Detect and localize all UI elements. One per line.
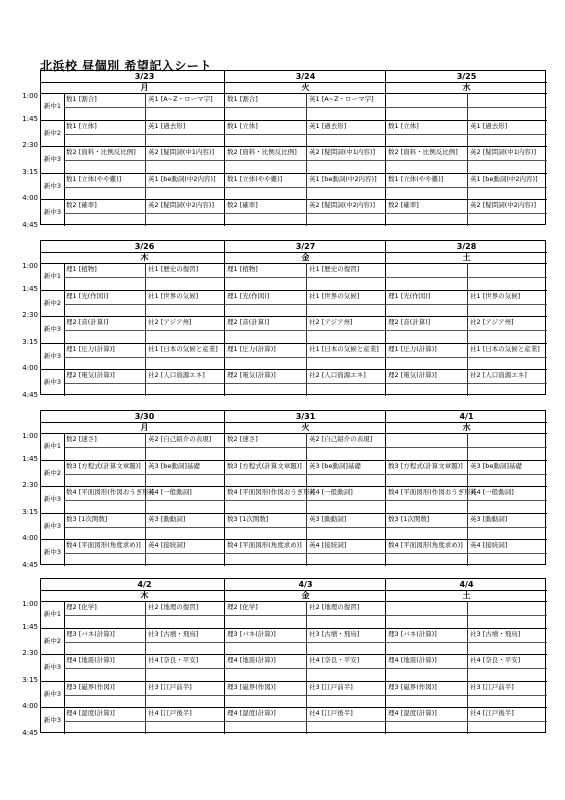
row-divider — [41, 173, 547, 174]
day-date: 4/1 — [459, 412, 474, 421]
col-subdivider — [467, 601, 468, 734]
time-label: 1:00 — [22, 432, 38, 440]
day-date: 3/24 — [295, 72, 316, 81]
col-subdivider — [306, 93, 307, 226]
time-label: 1:00 — [22, 262, 38, 270]
class-option[interactable]: 数4 [平面図形(作図おうぎ形)] — [66, 488, 154, 496]
row-divider — [41, 120, 547, 121]
class-option[interactable]: 英3 [be動詞]基礎 — [148, 461, 200, 470]
class-option[interactable]: 英2 [自己紹介の表現] — [148, 435, 212, 443]
grade-label: 新中3 — [43, 716, 62, 724]
grade-label: 新中3 — [43, 351, 62, 360]
class-option[interactable]: 社3 [古墳・飛鳥] — [309, 629, 360, 638]
day-weekday: 木 — [140, 591, 149, 600]
class-option[interactable]: 理4 [地震(計算)] — [66, 656, 115, 664]
class-option[interactable]: 英1 [be動詞(中2内容)] — [148, 174, 216, 183]
schedule-grid — [40, 70, 546, 225]
grade-label: 新中3 — [43, 663, 62, 671]
day-date: 3/31 — [295, 412, 316, 421]
time-label: 2:30 — [22, 481, 38, 489]
row-divider — [41, 654, 547, 655]
class-option[interactable]: 社2 [地理の復習] — [309, 603, 360, 611]
time-label: 1:00 — [22, 92, 38, 100]
class-option[interactable]: 数1 [立体] — [227, 121, 258, 130]
class-option[interactable]: 社4 [奈良・平安] — [470, 656, 521, 664]
class-option[interactable]: 数3 [1次関数] — [388, 514, 430, 523]
day-date: 3/27 — [295, 242, 316, 251]
class-option[interactable]: 数2 [確率] — [388, 201, 419, 209]
class-option[interactable]: 英1 [過去形] — [309, 121, 347, 130]
class-option[interactable]: 数1 [立体(やや難)] — [388, 174, 444, 183]
class-option[interactable]: 数1 [割合] — [227, 95, 258, 103]
class-option[interactable]: 理3 [磁界(作図)] — [388, 682, 437, 691]
header-divider — [41, 263, 547, 264]
class-option[interactable]: 社3 [江戸前半] — [148, 682, 192, 691]
class-option[interactable]: 社2 [アジア州] — [309, 318, 353, 326]
col-subdivider — [145, 93, 146, 226]
class-option[interactable]: 理1 [圧力(計算)] — [66, 344, 115, 353]
class-option[interactable]: 英1 [be動詞(中2内容)] — [309, 174, 377, 183]
class-option[interactable]: 理3 [バネ(計算)] — [66, 629, 115, 638]
day-date: 4/3 — [298, 580, 313, 589]
row-divider — [41, 290, 547, 291]
class-option[interactable]: 社1 [歴史の復習] — [309, 265, 360, 273]
class-option[interactable]: 社1 [日本の気候と産業] — [148, 344, 218, 353]
grade-label: 新中1 — [43, 102, 62, 110]
header-divider — [41, 93, 547, 94]
row-divider — [41, 707, 547, 708]
time-label: 3:15 — [22, 675, 38, 684]
class-option[interactable]: 英4 [一般動詞] — [309, 488, 353, 496]
class-option[interactable]: 社4 [奈良・平安] — [309, 656, 360, 664]
time-label: 3:15 — [22, 507, 38, 516]
class-option[interactable]: 社4 [江戸後半] — [470, 709, 514, 717]
grade-label: 新中3 — [43, 548, 62, 556]
class-option[interactable]: 数3 [1次関数] — [66, 514, 108, 523]
class-option[interactable]: 英2 [自己紹介の表現] — [309, 435, 373, 443]
class-option[interactable]: 数4 [平面図形(作図おうぎ形)] — [388, 488, 476, 496]
class-option[interactable]: 英2 [疑問詞(中2内容)] — [309, 201, 375, 209]
time-column — [0, 70, 40, 229]
day-weekday: 金 — [301, 591, 310, 600]
time-label: 3:15 — [22, 337, 38, 346]
row-divider — [41, 343, 547, 344]
class-option[interactable]: 数2 [確率] — [66, 201, 97, 209]
time-label: 2:30 — [22, 311, 38, 319]
class-option[interactable]: 理4 [湿度(計算)] — [227, 709, 276, 717]
col-subdivider — [467, 263, 468, 396]
class-option[interactable]: 数4 [平面図形(作図おうぎ形)] — [227, 488, 315, 496]
day-date: 3/26 — [134, 242, 155, 251]
grade-label: 新中3 — [43, 208, 62, 216]
schedule-grid — [40, 410, 546, 565]
grade-label: 新中1 — [43, 272, 62, 280]
class-option[interactable]: 理3 [磁界(作図)] — [66, 682, 115, 691]
day-date: 4/4 — [459, 580, 474, 589]
class-option[interactable]: 英2 [疑問詞(中2内容)] — [148, 201, 214, 209]
time-label: 4:45 — [22, 220, 38, 229]
class-option[interactable]: 英4 [接続詞] — [148, 541, 186, 549]
class-option[interactable]: 社3 [江戸前半] — [309, 682, 353, 691]
schedule-grid — [40, 240, 546, 395]
grade-label: 新中2 — [43, 298, 62, 307]
class-option[interactable]: 英1 [過去形] — [470, 121, 508, 130]
grade-label: 新中3 — [43, 181, 62, 190]
grade-label: 新中3 — [43, 495, 62, 503]
day-weekday: 火 — [301, 83, 310, 92]
class-option[interactable]: 社1 [日本の気候と産業] — [309, 344, 379, 353]
time-label: 1:00 — [22, 600, 38, 608]
class-option[interactable]: 理2 [電気(計算)] — [388, 371, 437, 379]
day-weekday: 月 — [140, 423, 149, 432]
time-label: 4:45 — [22, 560, 38, 569]
time-label: 4:45 — [22, 390, 38, 399]
day-weekday: 月 — [140, 83, 149, 92]
grade-label: 新中1 — [43, 442, 62, 450]
class-option[interactable]: 数1 [立体(やや難)] — [66, 174, 122, 183]
col-subdivider — [306, 263, 307, 396]
class-option[interactable]: 社1 [日本の気候と産業] — [470, 344, 540, 353]
grade-label: 新中3 — [43, 155, 62, 163]
class-option[interactable]: 数4 [平面図形(角度求め)] — [227, 541, 302, 549]
class-option[interactable]: 英2 [疑問詞(中1内容)] — [148, 148, 214, 156]
time-label: 4:00 — [22, 702, 38, 710]
day-date: 3/25 — [456, 72, 477, 81]
class-option[interactable]: 社3 [江戸前半] — [470, 682, 514, 691]
class-option[interactable]: 理4 [地震(計算)] — [388, 656, 437, 664]
class-option[interactable]: 数2 [資料・比例反比例] — [388, 148, 458, 156]
day-date: 4/2 — [137, 580, 152, 589]
class-option[interactable]: 社2 [人口資源エネ] — [309, 371, 366, 379]
class-option[interactable]: 英3 [動動詞] — [470, 514, 508, 523]
class-option[interactable]: 英3 [動動詞] — [309, 514, 347, 523]
week-block — [0, 410, 565, 569]
schedule-grid — [40, 578, 546, 733]
class-option[interactable]: 数2 [資料・比例反比例] — [66, 148, 136, 156]
day-weekday: 水 — [462, 83, 471, 92]
day-weekday: 火 — [301, 423, 310, 432]
time-label: 1:45 — [22, 114, 38, 123]
class-option[interactable]: 社1 [世界の気候] — [148, 291, 199, 300]
class-option[interactable]: 英3 [be動詞]基礎 — [309, 461, 361, 470]
class-option[interactable]: 理2 [電気(計算)] — [227, 371, 276, 379]
header-divider — [41, 433, 547, 434]
time-label: 2:30 — [22, 649, 38, 657]
col-subdivider — [306, 433, 307, 566]
col-subdivider — [467, 433, 468, 566]
time-label: 3:15 — [22, 167, 38, 176]
grade-label: 新中3 — [43, 325, 62, 333]
col-subdivider — [145, 601, 146, 734]
class-option[interactable]: 理3 [バネ(計算)] — [388, 629, 437, 638]
row-divider — [41, 486, 547, 487]
time-label: 4:00 — [22, 534, 38, 542]
row-divider — [41, 681, 547, 682]
row-divider — [41, 513, 547, 514]
grade-label: 新中3 — [43, 689, 62, 698]
class-option[interactable]: 数3 [1次関数] — [227, 514, 269, 523]
class-option[interactable]: 理2 [化学] — [66, 603, 97, 611]
row-divider — [41, 369, 547, 370]
class-option[interactable]: 英1 [過去形] — [148, 121, 186, 130]
class-option[interactable]: 英4 [接続詞] — [470, 541, 508, 549]
day-date: 3/30 — [134, 412, 155, 421]
row-divider — [41, 460, 547, 461]
class-option[interactable]: 社2 [人口資源エネ] — [148, 371, 205, 379]
class-option[interactable]: 社4 [江戸後半] — [148, 709, 192, 717]
class-option[interactable]: 社2 [地理の復習] — [148, 603, 199, 611]
class-option[interactable]: 数4 [平面図形(角度求め)] — [388, 541, 463, 549]
day-date: 3/28 — [456, 242, 477, 251]
time-column — [0, 578, 40, 737]
class-option[interactable]: 理3 [バネ(計算)] — [227, 629, 276, 638]
time-label: 1:45 — [22, 622, 38, 631]
class-option[interactable]: 数4 [平面図形(角度求め)] — [66, 541, 141, 549]
class-option[interactable]: 理1 [光(作図)] — [388, 291, 431, 300]
class-option[interactable]: 数1 [立体] — [66, 121, 97, 130]
time-label: 1:45 — [22, 284, 38, 293]
class-option[interactable]: 英2 [疑問詞(中2内容)] — [470, 201, 536, 209]
class-option[interactable]: 理1 [圧力(計算)] — [227, 344, 276, 353]
header-divider — [41, 601, 547, 602]
time-label: 4:00 — [22, 194, 38, 202]
grade-label: 新中2 — [43, 468, 62, 477]
class-option[interactable]: 社1 [歴史の復習] — [148, 265, 199, 273]
class-option[interactable]: 英3 [be動詞]基礎 — [470, 461, 522, 470]
grade-label: 新中3 — [43, 378, 62, 386]
class-option[interactable]: 英1 [A~Z・ローマ字] — [148, 95, 213, 103]
class-option[interactable]: 理1 [圧力(計算)] — [388, 344, 437, 353]
class-option[interactable]: 理1 [光(作図)] — [227, 291, 270, 300]
time-label: 1:45 — [22, 454, 38, 463]
row-divider — [41, 316, 547, 317]
class-option[interactable]: 数2 [速さ] — [227, 435, 258, 443]
col-subdivider — [145, 263, 146, 396]
time-label: 4:00 — [22, 364, 38, 372]
class-option[interactable]: 社1 [世界の気候] — [470, 291, 521, 300]
class-option[interactable]: 社2 [アジア州] — [470, 318, 514, 326]
row-divider — [41, 199, 547, 200]
page-title: 北浜校 昼個別 希望記入シート — [40, 59, 212, 73]
class-option[interactable]: 社2 [アジア州] — [148, 318, 192, 326]
class-option[interactable]: 理3 [磁界(作図)] — [227, 682, 276, 691]
day-weekday: 木 — [140, 253, 149, 262]
class-option[interactable]: 社3 [古墳・飛鳥] — [148, 629, 199, 638]
row-divider — [41, 146, 547, 147]
class-option[interactable]: 理2 [音(計算)] — [227, 318, 270, 326]
class-option[interactable]: 英1 [A~Z・ローマ字] — [309, 95, 374, 103]
class-option[interactable]: 社4 [江戸後半] — [309, 709, 353, 717]
class-option[interactable]: 社1 [世界の気候] — [309, 291, 360, 300]
day-weekday: 金 — [301, 253, 310, 262]
class-option[interactable]: 数3 [方程式(計算文章題)] — [66, 461, 141, 470]
class-option[interactable]: 理4 [湿度(計算)] — [388, 709, 437, 717]
class-option[interactable]: 理1 [光(作図)] — [66, 291, 109, 300]
class-option[interactable]: 理2 [化学] — [227, 603, 258, 611]
class-option[interactable]: 理2 [音(計算)] — [388, 318, 431, 326]
row-divider — [41, 539, 547, 540]
class-option[interactable]: 数1 [立体] — [388, 121, 419, 130]
time-column — [0, 240, 40, 399]
class-option[interactable]: 数1 [割合] — [66, 95, 97, 103]
day-weekday: 水 — [462, 423, 471, 432]
class-option[interactable]: 理1 [植物] — [227, 265, 258, 273]
grade-label: 新中3 — [43, 521, 62, 530]
class-option[interactable]: 数1 [立体(やや難)] — [227, 174, 283, 183]
class-option[interactable]: 数3 [方程式(計算文章題)] — [227, 461, 302, 470]
class-option[interactable]: 理4 [湿度(計算)] — [66, 709, 115, 717]
class-option[interactable]: 理1 [植物] — [66, 265, 97, 273]
week-block — [0, 578, 565, 737]
class-option[interactable]: 社3 [古墳・飛鳥] — [470, 629, 521, 638]
col-subdivider — [467, 93, 468, 226]
class-option[interactable]: 社4 [奈良・平安] — [148, 656, 199, 664]
class-option[interactable]: 英2 [疑問詞(中1内容)] — [470, 148, 536, 156]
class-option[interactable]: 英4 [一般動詞] — [470, 488, 514, 496]
time-column — [0, 410, 40, 569]
day-weekday: 土 — [462, 591, 471, 600]
row-divider — [41, 628, 547, 629]
col-subdivider — [145, 433, 146, 566]
class-option[interactable]: 英1 [be動詞(中2内容)] — [470, 174, 538, 183]
class-option[interactable]: 数3 [方程式(計算文章題)] — [388, 461, 463, 470]
time-label: 2:30 — [22, 141, 38, 149]
time-label: 4:45 — [22, 728, 38, 737]
grade-label: 新中2 — [43, 636, 62, 645]
week-block — [0, 240, 565, 399]
class-option[interactable]: 数2 [確率] — [227, 201, 258, 209]
grade-label: 新中2 — [43, 128, 62, 137]
class-option[interactable]: 理2 [音(計算)] — [66, 318, 109, 326]
class-option[interactable]: 英4 [接続詞] — [309, 541, 347, 549]
week-block — [0, 70, 565, 229]
day-date: 3/23 — [134, 72, 155, 81]
class-option[interactable]: 理4 [地震(計算)] — [227, 656, 276, 664]
day-weekday: 土 — [462, 253, 471, 262]
class-option[interactable]: 理2 [電気(計算)] — [66, 371, 115, 379]
class-option[interactable]: 英3 [動動詞] — [148, 514, 186, 523]
class-option[interactable]: 数2 [資料・比例反比例] — [227, 148, 297, 156]
class-option[interactable]: 数2 [速さ] — [66, 435, 97, 443]
class-option[interactable]: 英4 [一般動詞] — [148, 488, 192, 496]
grade-label: 新中1 — [43, 610, 62, 618]
class-option[interactable]: 英2 [疑問詞(中1内容)] — [309, 148, 375, 156]
class-option[interactable]: 社2 [人口資源エネ] — [470, 371, 527, 379]
col-subdivider — [306, 601, 307, 734]
